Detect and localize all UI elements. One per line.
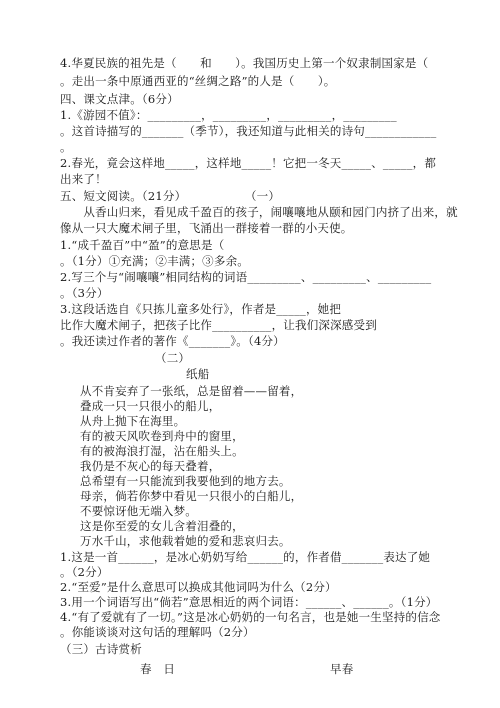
part-3-heading: （三）古诗赏析 <box>60 642 142 656</box>
p1-q3-line3: 。我还读过作者的著作《_______》。（4分） <box>60 334 285 348</box>
section-4-heading: 四、课文点津。（6分） <box>60 92 179 106</box>
s4-q1-line2: 。这首诗描写的_______（季节），我还知道与此相关的诗句____________ <box>60 124 437 138</box>
q4-ancestors-line1: 4.华夏民族的祖先是（ 和 ）。我国历史上第一个奴隶制国家是（ <box>60 56 429 70</box>
poem-line-8: 母亲，倘若你梦中看见一只很小的白船儿， <box>80 489 303 503</box>
p2-q4-line1: 4.“有了爱就有了一切。”这是冰心奶奶的一句名言，也是她一生坚持的信念 <box>60 610 441 624</box>
part-2-label: （二） <box>155 351 191 365</box>
p1-q3-line1: 3.这段话选自《只拣儿童多处行》，作者是_____，她把 <box>60 302 342 316</box>
poem-line-3: 从舟上抛下在海里。 <box>80 414 186 428</box>
s4-q2-line2: 出来了！ <box>60 172 107 186</box>
p2-q4-line2: 。你能谈谈对这句话的理解吗（2分） <box>60 625 255 639</box>
p1-q1-line2: 。（1分）①充满；②丰满；③多余。 <box>60 254 249 268</box>
poem-chunri-title: 春 日 <box>140 662 176 676</box>
poem-line-5: 有的被海浪打湿，沾在船头上。 <box>80 444 244 458</box>
p1-q3-line2: 比作大魔术闸子，把孩子比作__________，让我们深深感受到 <box>60 318 377 332</box>
p2-q1-line2: 。（2分） <box>60 565 109 579</box>
p2-q3: 3.用一个词语写出“倘若”意思相近的两个词语：______、______。（1分） <box>60 595 438 609</box>
p2-q1-line1: 1.这是一首______，是冰心奶奶写给______的，作者借_______表达了她 <box>60 550 431 564</box>
poem-line-6: 我仍是不灰心的每天叠着， <box>80 459 221 473</box>
passage-1-line2: 像从一只大魔术闸子里，飞涌出一群接着一群的小天使。 <box>60 221 353 235</box>
p1-q1-line1: 1.“成千盈百”中“盈”的意思是（ <box>60 238 225 252</box>
s4-q2-line1: 2.春光，竟会这样地_____，这样地_____！它把一冬天_____、_____，都 <box>60 156 437 170</box>
p1-q2-line1: 2.写三个与“闹嚷嚷”相同结构的词语_________、_________、_________ <box>60 270 432 284</box>
poem-line-9: 不要惊讶他无端入梦。 <box>80 504 197 518</box>
section-5-heading: 五、短文阅读。（21分） （一） <box>60 189 281 203</box>
poem-title: 纸船 <box>186 367 210 381</box>
poem-line-10: 这是你至爱的女儿含着泪叠的， <box>80 519 244 533</box>
s4-q1-line3: 。 <box>60 140 72 154</box>
poem-line-2: 叠成一只一只很小的船儿， <box>80 399 221 413</box>
poem-line-4: 有的被天风吹卷到舟中的窗里， <box>80 429 244 443</box>
p2-q2: 2.“至爱”是什么意思可以换成其他词吗为什么（2分） <box>60 580 337 594</box>
poem-line-11: 万水千山，求他载着她的爱和悲哀归去。 <box>80 534 291 548</box>
passage-1-line1: 从香山归来，看见成千盈百的孩子，闹嚷嚷地从颐和园门内挤了出来，就 <box>60 205 458 219</box>
poem-zaochun-title: 早春 <box>330 662 354 676</box>
p1-q2-line2: 。（3分） <box>60 286 109 300</box>
q4-ancestors-line2: 。走出一条中原通西亚的“丝绸之路”的人是（ ）。 <box>60 74 336 88</box>
poem-line-7: 总希望有一只能流到我要他到的地方去。 <box>80 474 291 488</box>
poem-line-1: 从不肯妄弃了一张纸，总是留着——留着， <box>80 384 303 398</box>
s4-q1-line1: 1.《游园不值》：_________，_________，_________，_________ <box>60 108 397 122</box>
